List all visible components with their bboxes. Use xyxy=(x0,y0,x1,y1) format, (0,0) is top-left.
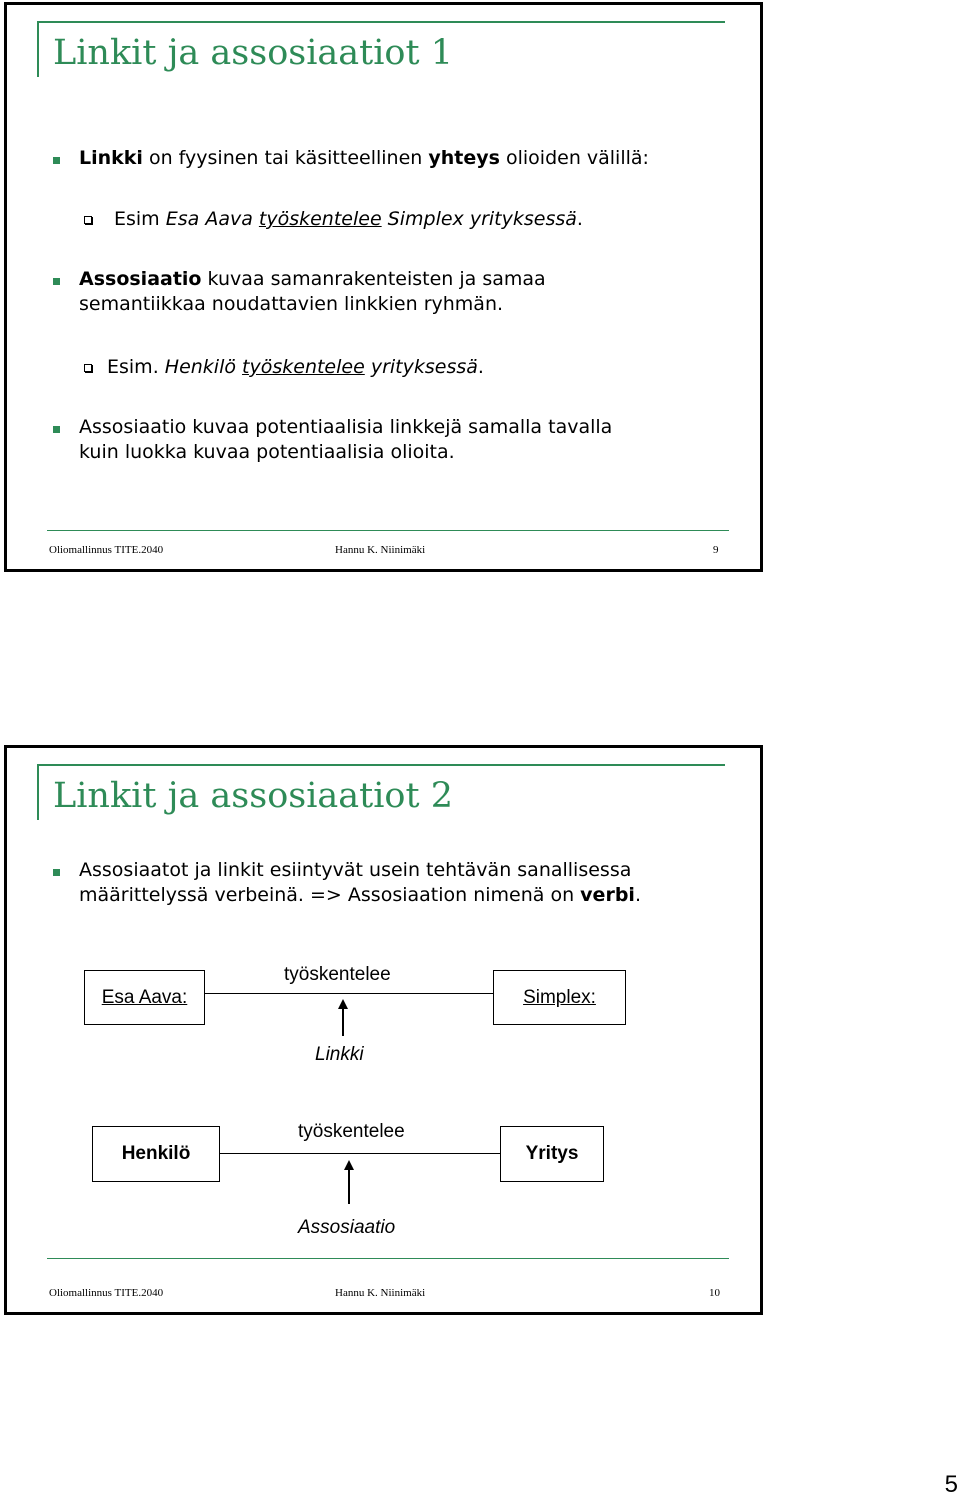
sub-bullet-icon xyxy=(84,364,92,372)
slide-10 xyxy=(4,745,763,1315)
bullet-assosiaatio-line1: Assosiaatio kuvaa samanrakenteisten ja samaa xyxy=(79,268,546,290)
bullet-icon xyxy=(53,869,60,876)
bullet-linkki: Linkki on fyysinen tai käsitteellinen yhteys olioiden välillä: xyxy=(79,147,649,169)
slide-title: Linkit ja assosiaatiot 1 xyxy=(53,33,453,73)
sub-bullet-example-1: Esim Esa Aava työskentelee Simplex yrityksessä. xyxy=(114,208,583,230)
title-rule xyxy=(37,21,725,23)
slide-9 xyxy=(4,2,763,572)
association-line xyxy=(220,1153,500,1154)
pointer-line xyxy=(342,1008,344,1036)
slide-title: Linkit ja assosiaatiot 2 xyxy=(53,776,453,816)
bullet-icon xyxy=(53,278,60,285)
bullet-verbit-line1: Assosiaatot ja linkit esiintyvät usein tehtävän sanallisessa xyxy=(79,859,632,881)
class-box-yritys: Yritys xyxy=(500,1126,604,1182)
footer-author: Hannu K. Niinimäki xyxy=(335,1287,426,1299)
bullet-potentiaalisia-line1: Assosiaatio kuvaa potentiaalisia linkkejä samalla tavalla xyxy=(79,416,613,438)
footer-slide-number: 10 xyxy=(709,1287,720,1299)
footer-slide-number: 9 xyxy=(713,544,719,556)
footer-course: Oliomallinnus TITE.2040 xyxy=(49,544,164,556)
object-box-simplex: Simplex: xyxy=(493,970,626,1025)
bullet-icon xyxy=(53,426,60,433)
bullet-icon xyxy=(53,157,60,164)
title-rule-tick xyxy=(37,764,39,820)
bullet-potentiaalisia-line2: kuin luokka kuvaa potentiaalisia olioita. xyxy=(79,441,455,463)
bullet-assosiaatio-line2: semantiikkaa noudattavien linkkien ryhmän. xyxy=(79,293,504,315)
class-box-henkilo: Henkilö xyxy=(92,1126,220,1182)
footer-course: Oliomallinnus TITE.2040 xyxy=(49,1287,164,1299)
title-rule-tick xyxy=(37,21,39,77)
sub-bullet-icon xyxy=(84,216,92,224)
bullet-verbit-line2: määrittelyssä verbeinä. => Assosiaation nimenä on verbi. xyxy=(79,884,641,906)
link-line xyxy=(205,993,493,994)
pointer-label-linkki: Linkki xyxy=(315,1044,364,1065)
footer-rule xyxy=(47,1258,729,1259)
footer-author: Hannu K. Niinimäki xyxy=(335,544,426,556)
page-number: 5 xyxy=(944,1471,958,1498)
pointer-line xyxy=(348,1169,350,1204)
link-label: työskentelee xyxy=(284,964,391,985)
object-box-esa-aava: Esa Aava: xyxy=(84,970,205,1025)
title-rule xyxy=(37,764,725,766)
association-label: työskentelee xyxy=(298,1121,405,1142)
pointer-label-assosiaatio: Assosiaatio xyxy=(298,1217,396,1238)
footer-rule xyxy=(47,530,729,531)
sub-bullet-example-2: Esim. Henkilö työskentelee yrityksessä. xyxy=(107,356,484,378)
